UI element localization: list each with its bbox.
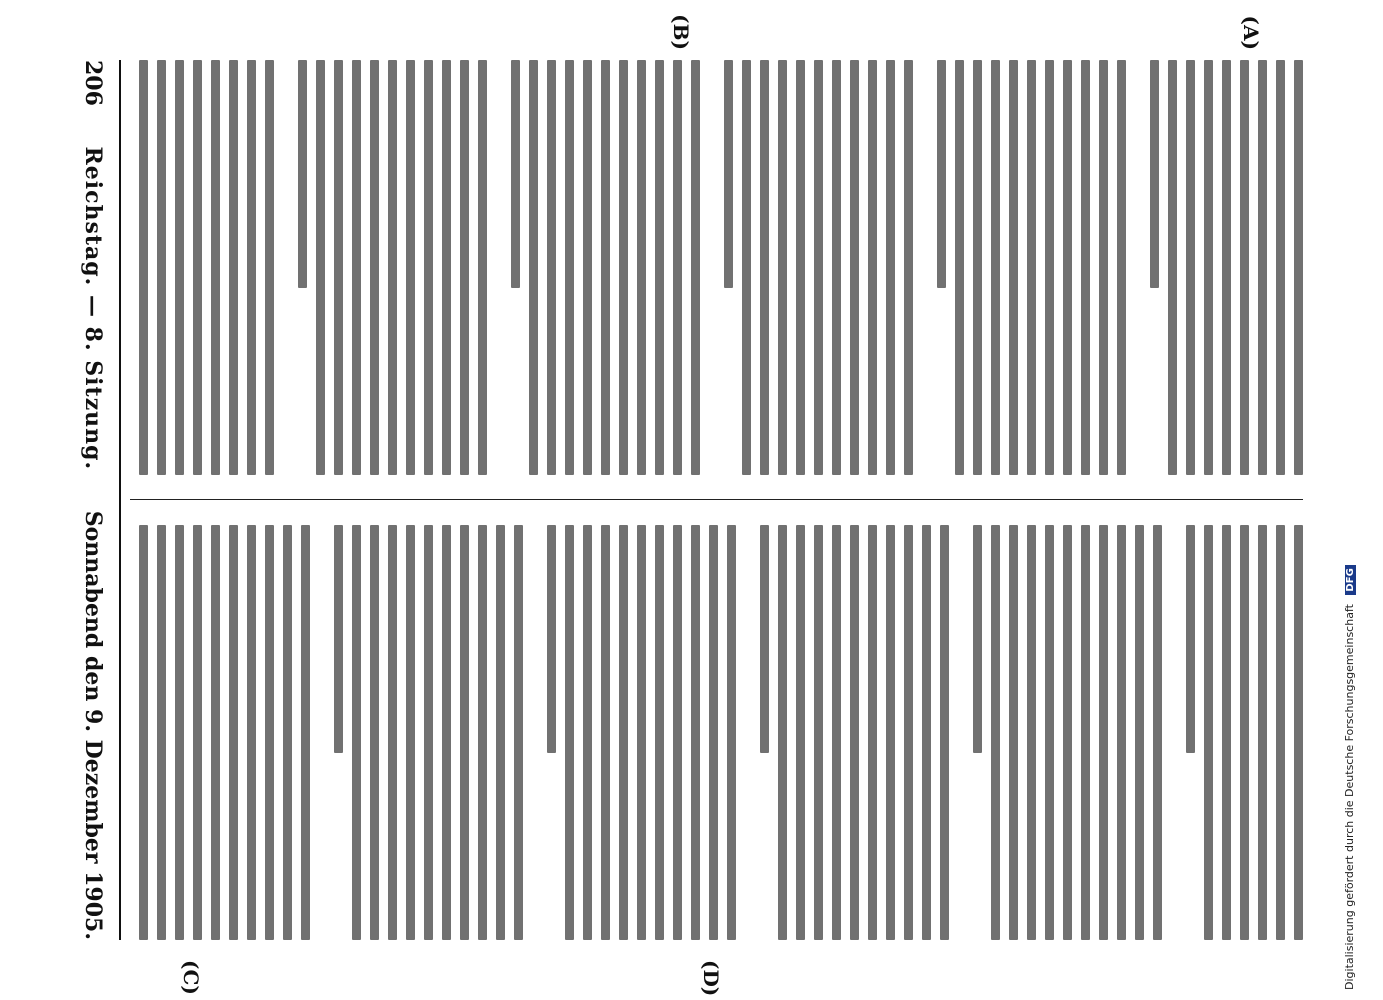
- text-line-placeholder: [742, 60, 751, 475]
- text-line-placeholder: [352, 525, 361, 940]
- text-line-placeholder: [496, 60, 502, 475]
- text-line-placeholder: [211, 60, 220, 475]
- text-line-placeholder: [265, 525, 274, 940]
- text-line-placeholder: [904, 525, 913, 940]
- text-line-placeholder: [370, 525, 379, 940]
- text-line-placeholder: [334, 525, 343, 753]
- text-line-placeholder: [1276, 60, 1285, 475]
- text-line-placeholder: [922, 525, 931, 940]
- header-date: Sonnabend den 9. Dezember 1905.: [80, 510, 106, 940]
- text-line-placeholder: [1240, 525, 1249, 940]
- text-line-placeholder: [868, 525, 877, 940]
- text-line-placeholder: [1135, 525, 1144, 940]
- text-line-placeholder: [1168, 60, 1177, 475]
- text-line-placeholder: [1117, 60, 1126, 475]
- margin-marker-d: (D): [699, 960, 723, 997]
- text-line-placeholder: [655, 60, 664, 475]
- text-line-placeholder: [175, 60, 184, 475]
- text-line-placeholder: [1045, 525, 1054, 940]
- text-line-placeholder: [424, 525, 433, 940]
- text-line-placeholder: [991, 60, 1000, 475]
- text-line-placeholder: [691, 60, 700, 475]
- text-column-left: [130, 60, 1303, 475]
- text-line-placeholder: [619, 60, 628, 475]
- text-line-placeholder: [1240, 60, 1249, 475]
- text-line-placeholder: [529, 60, 538, 475]
- text-line-placeholder: [316, 60, 325, 475]
- text-line-placeholder: [334, 60, 343, 475]
- text-line-placeholder: [1009, 60, 1018, 475]
- text-line-placeholder: [814, 525, 823, 940]
- text-line-placeholder: [760, 60, 769, 475]
- text-line-placeholder: [1222, 60, 1231, 475]
- text-line-placeholder: [709, 60, 715, 475]
- text-line-placeholder: [886, 60, 895, 475]
- text-line-placeholder: [673, 525, 682, 940]
- text-line-placeholder: [991, 525, 1000, 940]
- text-line-placeholder: [619, 525, 628, 940]
- text-line-placeholder: [1117, 525, 1126, 940]
- text-line-placeholder: [868, 60, 877, 475]
- text-line-placeholder: [637, 525, 646, 940]
- text-line-placeholder: [298, 60, 307, 288]
- credit-text: Digitalisierung gefördert durch die Deutsche Forschungsgemeinschaft: [1343, 604, 1356, 990]
- text-line-placeholder: [814, 60, 823, 475]
- text-line-placeholder: [1045, 60, 1054, 475]
- dfg-logo: DFG: [1345, 565, 1356, 594]
- text-line-placeholder: [937, 60, 946, 288]
- text-line-placeholder: [283, 525, 292, 940]
- text-line-placeholder: [1186, 525, 1195, 753]
- text-line-placeholder: [1204, 525, 1213, 940]
- text-line-placeholder: [352, 60, 361, 475]
- text-line-placeholder: [514, 525, 523, 940]
- text-line-placeholder: [832, 525, 841, 940]
- text-line-placeholder: [832, 60, 841, 475]
- text-line-placeholder: [745, 525, 751, 940]
- text-line-placeholder: [886, 525, 895, 940]
- text-line-placeholder: [139, 525, 148, 940]
- text-line-placeholder: [157, 60, 166, 475]
- text-line-placeholder: [496, 525, 505, 940]
- text-line-placeholder: [388, 525, 397, 940]
- text-line-placeholder: [211, 525, 220, 940]
- text-column-right: [130, 525, 1303, 940]
- text-line-placeholder: [460, 525, 469, 940]
- text-line-placeholder: [1027, 525, 1036, 940]
- text-line-placeholder: [1099, 60, 1108, 475]
- text-line-placeholder: [247, 525, 256, 940]
- text-line-placeholder: [1063, 60, 1072, 475]
- text-line-placeholder: [724, 60, 733, 288]
- text-line-placeholder: [1099, 525, 1108, 940]
- text-line-placeholder: [796, 525, 805, 940]
- column-divider: [130, 499, 1303, 500]
- text-line-placeholder: [406, 525, 415, 940]
- text-line-placeholder: [601, 525, 610, 940]
- text-line-placeholder: [691, 525, 700, 940]
- text-line-placeholder: [760, 525, 769, 753]
- text-line-placeholder: [442, 60, 451, 475]
- text-line-placeholder: [1258, 60, 1267, 475]
- text-line-placeholder: [973, 525, 982, 753]
- text-line-placeholder: [157, 525, 166, 940]
- text-line-placeholder: [850, 525, 859, 940]
- margin-marker-c: (C): [179, 960, 203, 995]
- text-line-placeholder: [193, 525, 202, 940]
- text-line-placeholder: [175, 525, 184, 940]
- text-line-placeholder: [139, 60, 148, 475]
- text-line-placeholder: [583, 60, 592, 475]
- text-line-placeholder: [388, 60, 397, 475]
- text-line-placeholder: [1258, 525, 1267, 940]
- header-rule: [119, 60, 121, 940]
- text-line-placeholder: [973, 60, 982, 475]
- text-line-placeholder: [709, 525, 718, 940]
- running-header: [73, 60, 113, 940]
- text-line-placeholder: [1171, 525, 1177, 940]
- text-line-placeholder: [637, 60, 646, 475]
- text-line-placeholder: [1294, 525, 1303, 940]
- text-line-placeholder: [1276, 525, 1285, 940]
- text-line-placeholder: [955, 60, 964, 475]
- text-line-placeholder: [229, 525, 238, 940]
- text-line-placeholder: [655, 525, 664, 940]
- text-line-placeholder: [904, 60, 913, 475]
- text-line-placeholder: [547, 525, 556, 753]
- text-line-placeholder: [1150, 60, 1159, 288]
- text-line-placeholder: [319, 525, 325, 940]
- text-line-placeholder: [406, 60, 415, 475]
- margin-marker-a: (A): [1239, 15, 1263, 50]
- text-line-placeholder: [442, 525, 451, 940]
- text-line-placeholder: [1222, 525, 1231, 940]
- text-line-placeholder: [460, 60, 469, 475]
- text-line-placeholder: [532, 525, 538, 940]
- text-line-placeholder: [796, 60, 805, 475]
- text-line-placeholder: [478, 525, 487, 940]
- text-line-placeholder: [283, 60, 289, 475]
- digitization-credit: [1343, 565, 1356, 990]
- text-line-placeholder: [229, 60, 238, 475]
- text-line-placeholder: [247, 60, 256, 475]
- text-line-placeholder: [778, 60, 787, 475]
- text-line-placeholder: [940, 525, 949, 940]
- text-line-placeholder: [370, 60, 379, 475]
- text-line-placeholder: [1063, 525, 1072, 940]
- text-line-placeholder: [1027, 60, 1036, 475]
- text-line-placeholder: [424, 60, 433, 475]
- text-line-placeholder: [601, 60, 610, 475]
- text-line-placeholder: [1009, 525, 1018, 940]
- text-line-placeholder: [265, 60, 274, 475]
- text-line-placeholder: [565, 525, 574, 940]
- text-line-placeholder: [1294, 60, 1303, 475]
- text-line-placeholder: [301, 525, 310, 940]
- page-number: 206: [80, 60, 106, 106]
- text-line-placeholder: [1186, 60, 1195, 475]
- text-line-placeholder: [1081, 60, 1090, 475]
- text-line-placeholder: [1153, 525, 1162, 940]
- header-title: Reichstag. — 8. Sitzung.: [80, 146, 106, 471]
- text-line-placeholder: [511, 60, 520, 288]
- text-line-placeholder: [478, 60, 487, 475]
- text-line-placeholder: [1135, 60, 1141, 475]
- text-line-placeholder: [1204, 60, 1213, 475]
- text-line-placeholder: [727, 525, 736, 940]
- text-line-placeholder: [565, 60, 574, 475]
- text-line-placeholder: [547, 60, 556, 475]
- text-line-placeholder: [922, 60, 928, 475]
- text-line-placeholder: [850, 60, 859, 475]
- text-line-placeholder: [1081, 525, 1090, 940]
- text-line-placeholder: [193, 60, 202, 475]
- text-line-placeholder: [778, 525, 787, 940]
- text-line-placeholder: [958, 525, 964, 940]
- text-line-placeholder: [673, 60, 682, 475]
- text-line-placeholder: [583, 525, 592, 940]
- margin-marker-b: (B): [669, 14, 693, 50]
